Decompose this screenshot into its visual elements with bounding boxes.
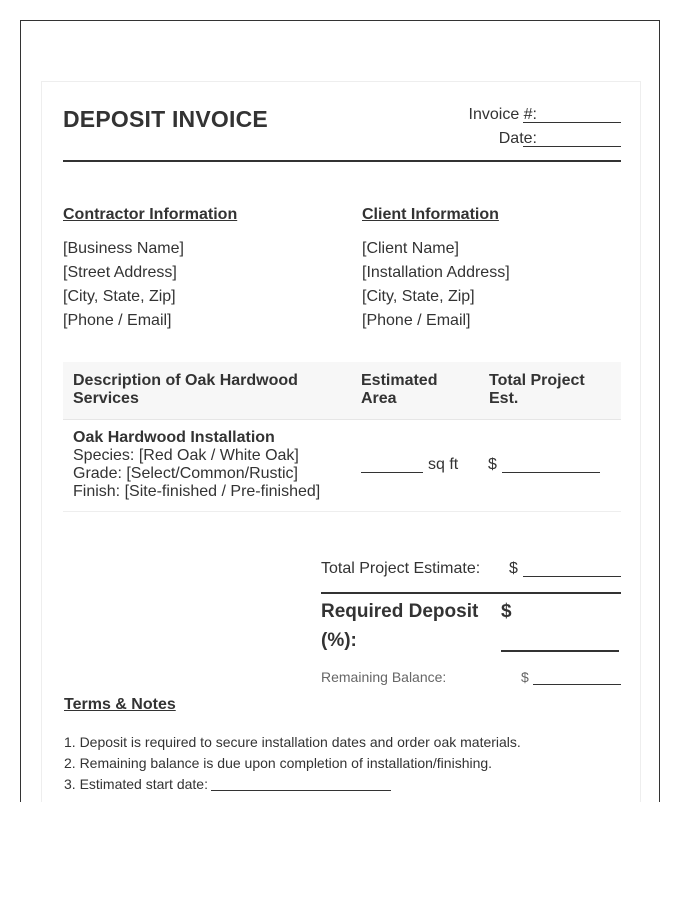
date-field[interactable]: [523, 146, 621, 147]
date-label: Date:: [498, 130, 537, 147]
total-estimate-label: Total Project Estimate:: [321, 560, 481, 577]
invoice-number-field[interactable]: [523, 122, 621, 123]
client-city-state-zip: [City, State, Zip]: [362, 288, 475, 305]
required-deposit-label-line1: Required Deposit: [321, 601, 479, 622]
terms-heading: Terms & Notes: [64, 696, 176, 713]
required-deposit-field[interactable]: [501, 650, 619, 652]
service-grade: Grade: [Select/Common/Rustic]: [73, 465, 298, 482]
line-total-currency: $: [488, 456, 497, 473]
area-unit: sq ft: [428, 456, 459, 473]
remaining-balance-currency: $: [521, 669, 529, 685]
contractor-street-address: [Street Address]: [63, 264, 177, 281]
required-deposit-label-line2: (%):: [321, 630, 357, 651]
invoice-title: DEPOSIT INVOICE: [63, 106, 268, 132]
column-header-description: Description of Oak Hardwood Services: [73, 372, 298, 407]
contractor-city-state-zip: [City, State, Zip]: [63, 288, 176, 305]
total-estimate-currency: $: [509, 560, 518, 577]
terms-item-2: 2. Remaining balance is due upon completion of installation/finishing.: [64, 755, 493, 771]
service-finish: Finish: [Site-finished / Pre-finished]: [73, 483, 321, 500]
column-header-total: Total Project Est.: [489, 372, 585, 407]
document-frame: [20, 20, 660, 802]
remaining-balance-field[interactable]: [533, 684, 621, 685]
area-field[interactable]: [361, 472, 423, 473]
client-heading: Client Information: [362, 206, 499, 223]
service-title: Oak Hardwood Installation: [73, 429, 275, 446]
required-deposit-currency: $: [501, 601, 512, 622]
remaining-balance-label: Remaining Balance:: [321, 669, 447, 685]
client-installation-address: [Installation Address]: [362, 264, 510, 281]
terms-item-3: 3. Estimated start date:: [64, 776, 208, 792]
invoice-number-label: Invoice #:: [468, 106, 537, 123]
header-divider: [63, 160, 621, 162]
service-species: Species: [Red Oak / White Oak]: [73, 447, 299, 464]
totals-divider: [321, 592, 621, 594]
client-name: [Client Name]: [362, 240, 459, 257]
line-total-field[interactable]: [502, 472, 600, 473]
contractor-heading: Contractor Information: [63, 206, 238, 223]
total-estimate-field[interactable]: [523, 576, 621, 577]
invoice-page: [41, 81, 641, 802]
client-phone-email: [Phone / Email]: [362, 312, 471, 329]
column-header-area: Estimated Area: [361, 372, 438, 407]
table-row-divider: [63, 511, 621, 512]
terms-item-1: 1. Deposit is required to secure installation dates and order oak materials.: [64, 734, 521, 750]
services-table-header: [63, 362, 621, 420]
contractor-phone-email: [Phone / Email]: [63, 312, 172, 329]
start-date-field[interactable]: [211, 790, 391, 791]
contractor-business-name: [Business Name]: [63, 240, 184, 257]
